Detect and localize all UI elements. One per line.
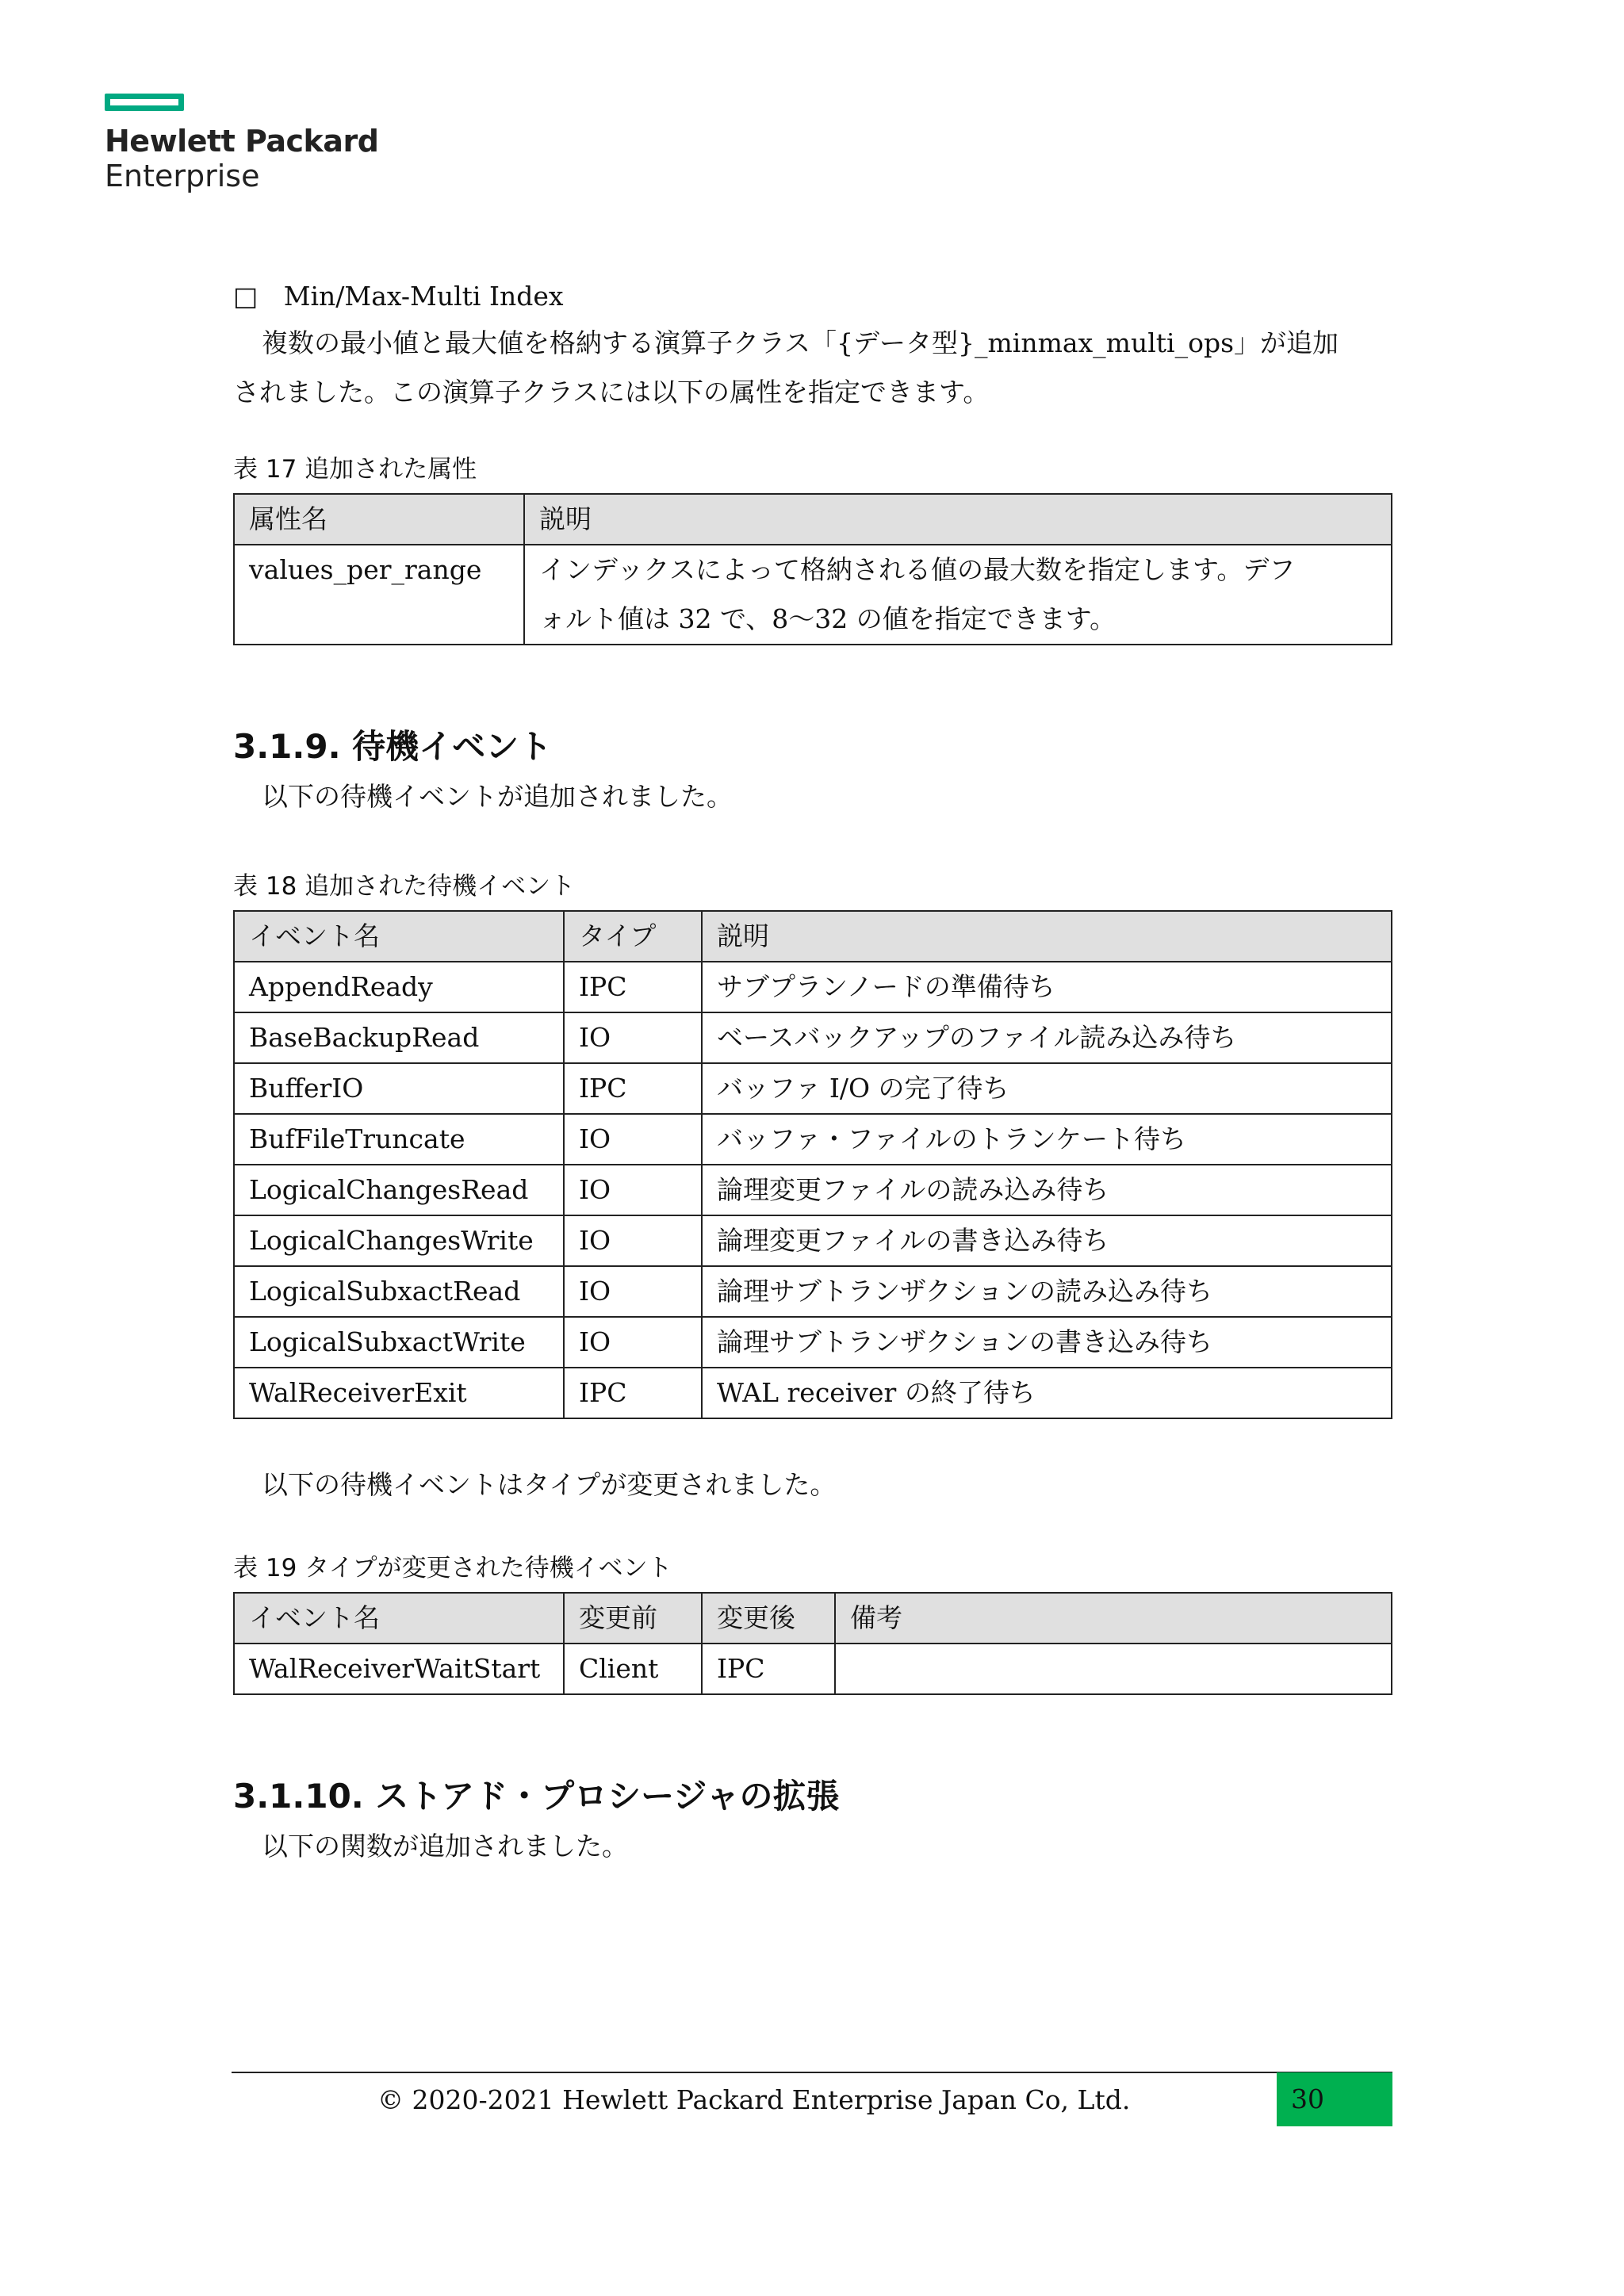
table-cell: ベースバックアップのファイル読み込み待ち bbox=[702, 1012, 1392, 1063]
table-cell: Client bbox=[564, 1644, 702, 1694]
table-cell: LogicalSubxactRead bbox=[234, 1266, 564, 1317]
desc-line2: ォルト値は 32 で、8〜32 の値を指定できます。 bbox=[539, 603, 1116, 634]
table-cell: バッファ・ファイルのトランケート待ち bbox=[702, 1114, 1392, 1165]
table-row bbox=[234, 545, 1392, 645]
page-number-badge: 30 bbox=[1277, 2072, 1392, 2126]
table-header-cell: 備考 bbox=[835, 1593, 1392, 1644]
table-header-cell: 変更後 bbox=[702, 1593, 835, 1644]
logo-text-line1: Hewlett Packard bbox=[105, 124, 379, 159]
section-3-1-10-intro: 以下の関数が追加されました。 bbox=[262, 1831, 628, 1862]
table-cell: 論理サブトランザクションの書き込み待ち bbox=[702, 1317, 1392, 1368]
hpe-logo-mark bbox=[105, 94, 184, 111]
table-header-cell: イベント名 bbox=[234, 911, 564, 962]
table-cell: IPC bbox=[702, 1644, 835, 1694]
section-3-1-9-heading: 3.1.9. 待機イベント bbox=[233, 727, 553, 766]
changed-events-intro: 以下の待機イベントはタイプが変更されました。 bbox=[262, 1469, 837, 1500]
table-cell: 論理変更ファイルの書き込み待ち bbox=[702, 1215, 1392, 1266]
table-row bbox=[234, 1317, 1392, 1368]
table-header-cell: 説明 bbox=[524, 494, 1392, 545]
table19-caption: 表 19 タイプが変更された待機イベント bbox=[233, 1554, 672, 1582]
table18-caption: 表 18 追加された待機イベント bbox=[233, 872, 576, 901]
table-cell: LogicalChangesWrite bbox=[234, 1215, 564, 1266]
minmax-paragraph-line2: されました。この演算子クラスには以下の属性を指定できます。 bbox=[233, 377, 990, 408]
table-row bbox=[234, 1215, 1392, 1266]
footer-copyright: © 2020-2021 Hewlett Packard Enterprise Japan Co, Ltd. bbox=[377, 2084, 1131, 2115]
table-header-cell: 変更前 bbox=[564, 1593, 702, 1644]
table-cell: BufFileTruncate bbox=[234, 1114, 564, 1165]
table-row bbox=[234, 1368, 1392, 1418]
page-content bbox=[233, 279, 1392, 1871]
footer-divider bbox=[232, 2072, 1392, 2073]
hpe-logo bbox=[105, 94, 378, 193]
table-cell: values_per_range bbox=[234, 545, 524, 645]
table-cell: WAL receiver の終了待ち bbox=[702, 1368, 1392, 1418]
table-row bbox=[234, 962, 1392, 1012]
table-header-row bbox=[234, 494, 1392, 545]
table-header-cell: 属性名 bbox=[234, 494, 524, 545]
minmax-paragraph-line1: 複数の最小値と最大値を格納する演算子クラス「{データ型}_minmax_multi_ops」が追加 bbox=[262, 327, 1339, 358]
table-header-row bbox=[234, 911, 1392, 962]
table-row bbox=[234, 1063, 1392, 1114]
table-cell: サブプランノードの準備待ち bbox=[702, 962, 1392, 1012]
table19 bbox=[233, 1592, 1392, 1695]
table-cell: IO bbox=[564, 1317, 702, 1368]
table-cell: IO bbox=[564, 1012, 702, 1063]
table-row bbox=[234, 1012, 1392, 1063]
table-cell: BufferIO bbox=[234, 1063, 564, 1114]
minmax-title: Min/Max-Multi Index bbox=[283, 281, 564, 312]
table-header-row bbox=[234, 1593, 1392, 1644]
table-cell: LogicalSubxactWrite bbox=[234, 1317, 564, 1368]
table-cell: IPC bbox=[564, 1368, 702, 1418]
table-cell: IO bbox=[564, 1114, 702, 1165]
table-row bbox=[234, 1114, 1392, 1165]
table17-caption: 表 17 追加された属性 bbox=[233, 455, 477, 484]
table-cell: IO bbox=[564, 1215, 702, 1266]
table-header-cell: タイプ bbox=[564, 911, 702, 962]
minmax-heading bbox=[233, 279, 1392, 314]
checkbox-bullet-icon: □ bbox=[233, 281, 259, 312]
table-cell: 論理サブトランザクションの読み込み待ち bbox=[702, 1266, 1392, 1317]
table-cell: LogicalChangesRead bbox=[234, 1165, 564, 1215]
table-cell: AppendReady bbox=[234, 962, 564, 1012]
table-cell bbox=[524, 545, 1392, 645]
table18 bbox=[233, 910, 1392, 1419]
table-cell: WalReceiverWaitStart bbox=[234, 1644, 564, 1694]
table-cell: BaseBackupRead bbox=[234, 1012, 564, 1063]
table-row bbox=[234, 1165, 1392, 1215]
logo-text-line2: Enterprise bbox=[105, 159, 260, 193]
table-cell: バッファ I/O の完了待ち bbox=[702, 1063, 1392, 1114]
table-header-cell: イベント名 bbox=[234, 1593, 564, 1644]
table-cell: IPC bbox=[564, 962, 702, 1012]
table-cell: IO bbox=[564, 1165, 702, 1215]
table-cell: 論理変更ファイルの読み込み待ち bbox=[702, 1165, 1392, 1215]
table-cell: IO bbox=[564, 1266, 702, 1317]
section-3-1-9-intro: 以下の待機イベントが追加されました。 bbox=[262, 781, 733, 812]
table-row bbox=[234, 1266, 1392, 1317]
desc-line1: インデックスによって格納される値の最大数を指定します。デフ bbox=[539, 554, 1296, 585]
table-cell bbox=[835, 1644, 1392, 1694]
table-cell: IPC bbox=[564, 1063, 702, 1114]
table-row bbox=[234, 1644, 1392, 1694]
table-header-cell: 説明 bbox=[702, 911, 1392, 962]
section-3-1-10-heading: 3.1.10. ストアド・プロシージャの拡張 bbox=[233, 1777, 840, 1816]
table17 bbox=[233, 493, 1392, 645]
table-cell: WalReceiverExit bbox=[234, 1368, 564, 1418]
